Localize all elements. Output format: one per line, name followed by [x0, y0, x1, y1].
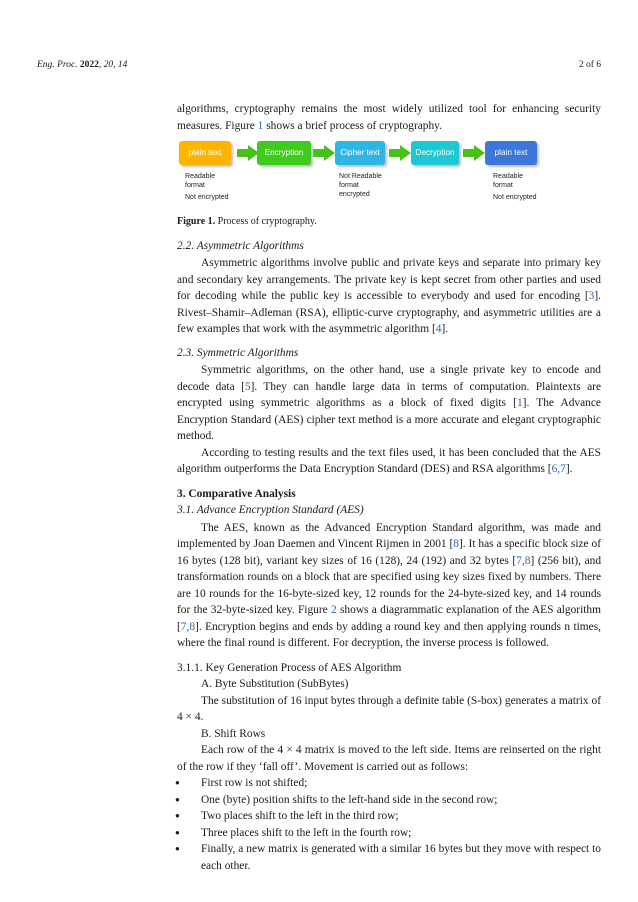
list-item: ● Two places shift to the left in the third row;: [177, 808, 601, 825]
asymmetric-paragraph: Asymmetric algorithms involve public and private keys and separate into primary key and secondary key arrangements. The private key is kept secret from other parties and used for decoding while the public key is accessible to everybody and used for encoding [3]. Rivest–Shamir–Adleman (RSA), elliptic-curve cryptography, and asymmetric utilities are a few examples that work with the asymmetric algorithm [4].: [177, 257, 601, 335]
figure-1-diagram: [177, 141, 601, 213]
section-heading-symmetric: 2.3. Symmetric Algorithms: [177, 346, 299, 359]
list-item: ● First row is not shifted;: [177, 775, 601, 792]
page-number: 2 of 6: [578, 60, 601, 70]
section-heading-aes: 3.1. Advance Encryption Standard (AES): [177, 504, 364, 516]
citation-link[interactable]: 5: [244, 380, 251, 393]
plain-text-output-box: plain text: [485, 141, 537, 165]
journal-citation: Eng. Proc. 2022, 20, 14: [37, 60, 128, 70]
figure-1-caption: Figure 1. Process of cryptography.: [177, 216, 317, 227]
cipher-text-label: Not Readable format encrypted: [339, 173, 382, 198]
cipher-text-box: Cipher text: [335, 141, 385, 165]
plain-text-output-label: Readable format Not encrypted: [493, 173, 537, 201]
running-header: [37, 60, 601, 74]
decryption-box: Decryption: [411, 141, 459, 165]
aes-result-paragraph: According to testing results and the text files used, it has been concluded that the AES algorithm outperforms the Data Encryption Standard (DES) and RSA algorithms [6,7].: [177, 446, 601, 475]
encryption-box: Encryption: [257, 141, 311, 165]
citation-link[interactable]: 3: [588, 290, 595, 302]
section-heading-key-generation: 3.1.1. Key Generation Process of AES Algorithm: [177, 661, 402, 674]
list-item: ● One (byte) position shifts to the left-hand side in the second row;: [177, 792, 601, 809]
subbytes-paragraph: The substitution of 16 input bytes through a definite table (S-box) generates a matrix of 4 × 4.: [177, 694, 601, 723]
citation-link[interactable]: 8: [453, 538, 459, 550]
figure-2-link[interactable]: 2: [331, 604, 337, 616]
intro-paragraph: algorithms, cryptography remains the most widely utilized tool for enhancing security measures. Figure 1 shows a brief process of cryptography.: [177, 103, 601, 132]
article-body: [177, 101, 601, 874]
arrow-icon: [389, 145, 411, 161]
list-item: ● Finally, a new matrix is generated with a similar 16 bytes but they move with respect to each other.: [177, 841, 601, 874]
plain-text-label: Readable format Not encrypted: [185, 173, 229, 201]
subbytes-heading: A. Byte Substitution (SubBytes): [201, 678, 349, 690]
shift-rows-list: [177, 775, 601, 874]
arrow-icon: [463, 145, 485, 161]
shiftrows-paragraph: Each row of the 4 × 4 matrix is moved to the left side. Items are reinserted on the right of the row if they ‘fall off’. Movement is carried out as follows:: [177, 744, 601, 773]
section-heading-asymmetric: 2.2. Asymmetric Algorithms: [177, 239, 304, 252]
section-heading-comparative: 3. Comparative Analysis: [177, 487, 296, 500]
list-item: ● Three places shift to the left in the fourth row;: [177, 825, 601, 842]
citation-link[interactable]: 7,8: [180, 620, 196, 633]
arrow-icon: [313, 145, 335, 161]
figure-1-link[interactable]: 1: [257, 119, 264, 132]
citation-link[interactable]: 1: [516, 397, 523, 409]
shiftrows-heading: B. Shift Rows: [201, 727, 266, 740]
symmetric-paragraph: Symmetric algorithms, on the other hand, use a single private key to encode and decode data [5]. They can handle large data in terms of computation. Plaintexts are encrypted using symmetric algorithms as a block of fixed digits [1]. The Advance Encryption Standard (AES) cipher text method is a more accurate and elegant cryptographic method.: [177, 364, 601, 442]
plain-text-box: plain text: [179, 141, 231, 165]
citation-link[interactable]: 7,8: [516, 554, 531, 567]
aes-paragraph: The AES, known as the Advanced Encryption Standard algorithm, was made and implemented by Joan Daemen and Vincent Rijmen in 2001 [8]. It has a specific block size of 16 bytes (128 bit), variant key sizes of 16 (128), 24 (192) and 32 bytes [7,8] (256 bit), and transformation rounds on a block that are specified using key sizes fixed by numbers. There are 10 rounds for the 16-byte-sized key, 12 rounds for the 24-byte-sized key, and 14 rounds for the 32-byte-sized key. Figure 2 shows a diagrammatic explanation of the AES algorithm [7,8]. Encryption begins and ends by adding a round key and then applying rounds n times, where the final round is different. For decryption, the inverse process is followed.: [177, 521, 602, 649]
arrow-icon: [237, 145, 259, 161]
citation-link[interactable]: 4: [435, 323, 442, 335]
citation-link[interactable]: 6,7: [551, 463, 566, 475]
